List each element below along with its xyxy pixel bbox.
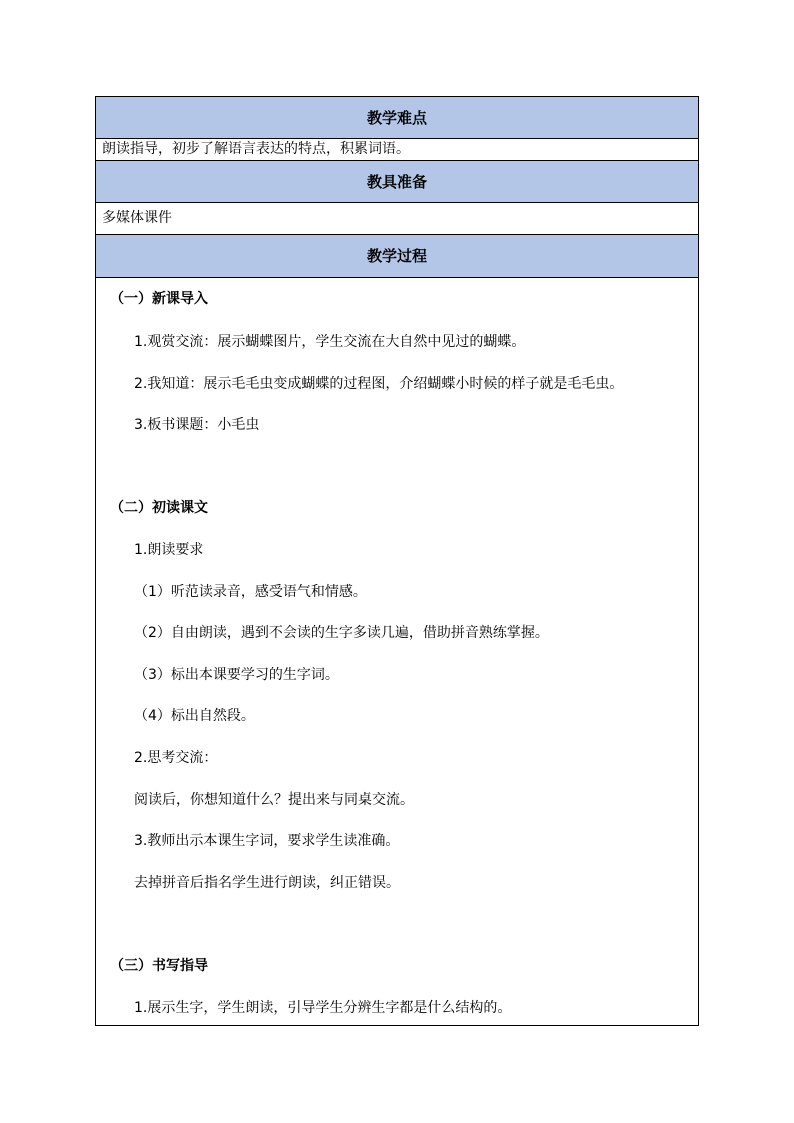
- section-2-line-1: 1.朗读要求: [134, 542, 204, 558]
- section-2-line-9: 去掉拼音后指名学生进行朗读，纠正错误。: [134, 875, 400, 891]
- section-2-line-2: （1）听范读录音，感受语气和情感。: [134, 584, 367, 600]
- section-2-line-5: （4）标出自然段。: [134, 708, 255, 724]
- section-2-line-4: （3）标出本课要学习的生字词。: [134, 667, 339, 683]
- section-1-line-2: 2.我知道：展示毛毛虫变成蝴蝶的过程图，介绍蝴蝶小时候的样子就是毛毛虫。: [134, 376, 624, 392]
- section-3-title: （三）书写指导: [110, 958, 208, 974]
- section-2-line-3: （2）自由朗读，遇到不会读的生字多读几遍，借助拼音熟练掌握。: [134, 625, 549, 641]
- process-header: 教学过程: [96, 235, 698, 278]
- section-1-line-3: 3.板书课题：小毛虫: [134, 417, 260, 433]
- section-2-title: （二）初读课文: [110, 500, 208, 516]
- section-2-line-8: 3.教师出示本课生字词，要求学生读准确。: [134, 833, 400, 849]
- section-1-title: （一）新课导入: [110, 291, 208, 307]
- process-body: [96, 278, 698, 1025]
- lesson-plan-table: [95, 96, 699, 1026]
- difficulty-text: 朗读指导，初步了解语言表达的特点，积累词语。: [96, 139, 698, 161]
- prep-text: 多媒体课件: [96, 203, 698, 235]
- section-2-line-7: 阅读后，你想知道什么？提出来与同桌交流。: [134, 792, 414, 808]
- difficulty-header: 教学难点: [96, 97, 698, 139]
- section-3-line-1: 1.展示生字，学生朗读，引导学生分辨生字都是什么结构的。: [134, 1000, 512, 1016]
- section-2-line-6: 2.思考交流：: [134, 750, 218, 766]
- section-1-line-1: 1.观赏交流：展示蝴蝶图片，学生交流在大自然中见过的蝴蝶。: [134, 334, 526, 350]
- prep-header: 教具准备: [96, 161, 698, 203]
